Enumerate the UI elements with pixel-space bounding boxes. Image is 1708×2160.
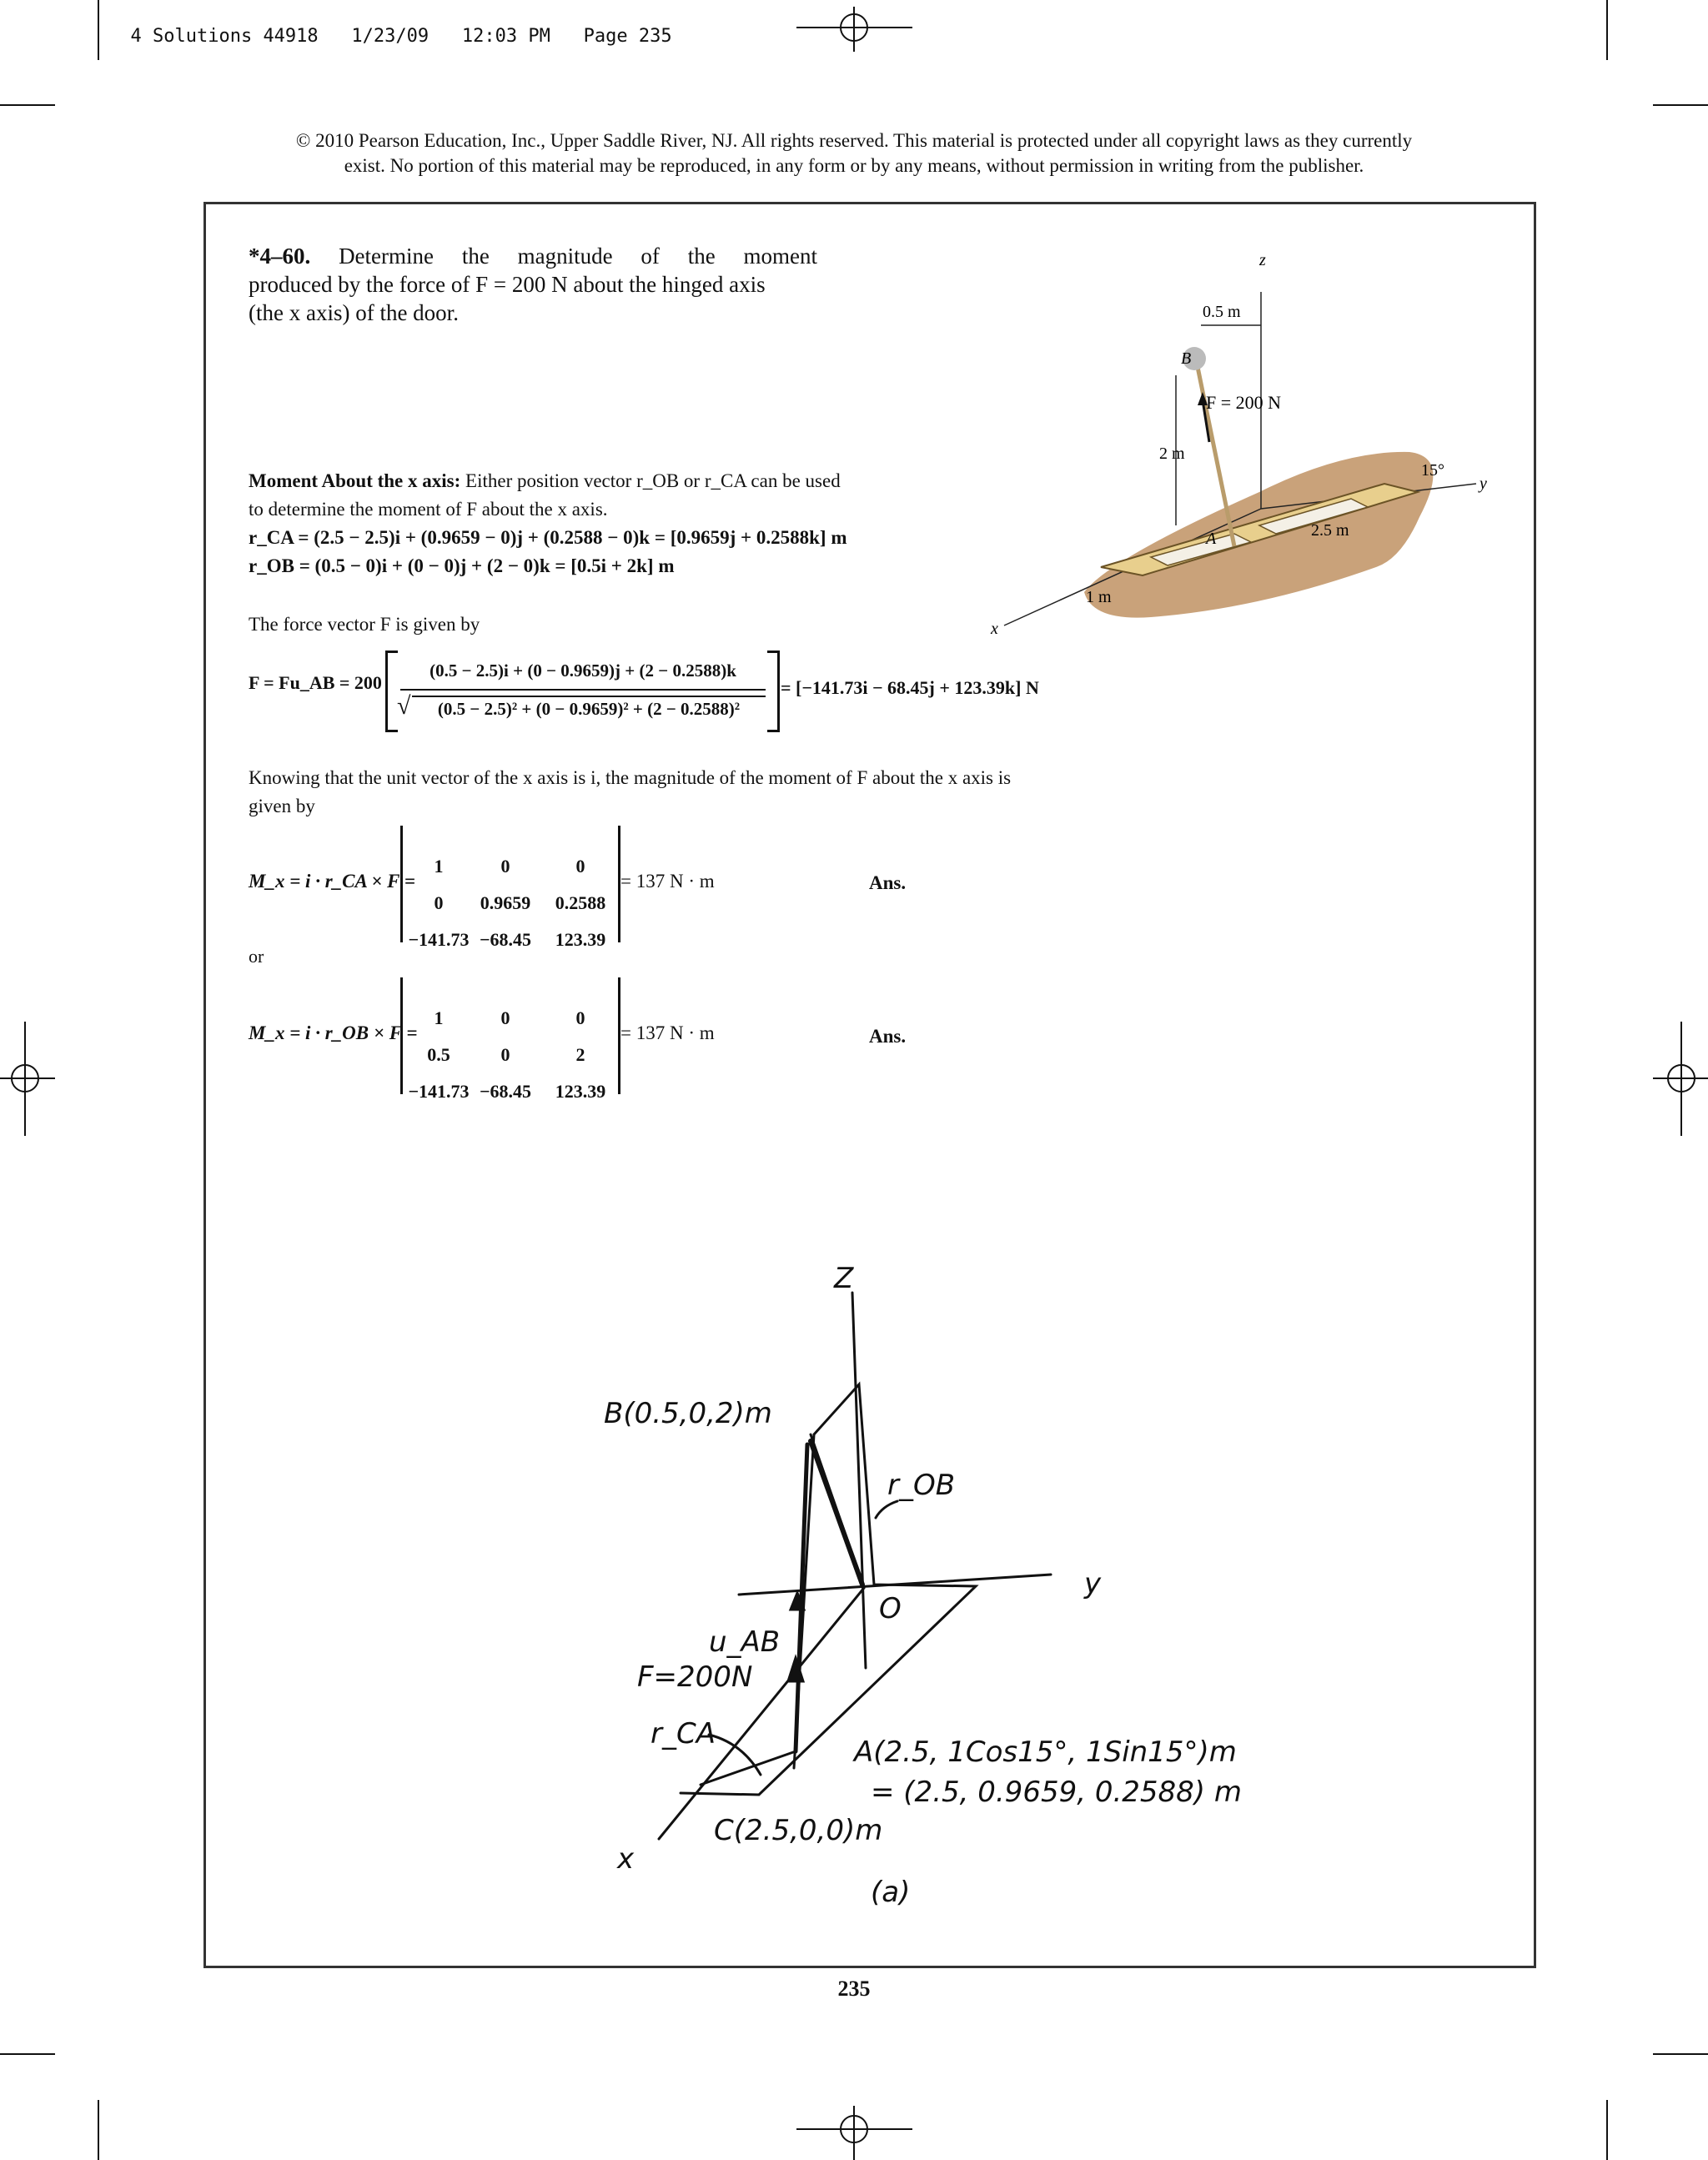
determinant-cell: 0 xyxy=(500,1007,510,1028)
problem-line-2: produced by the force of F = 200 N about the hinged axis xyxy=(249,272,766,297)
door-figure xyxy=(984,242,1501,642)
determinant-cell: 1 xyxy=(434,1007,444,1028)
sqrt-sign: √ xyxy=(397,692,411,720)
hand-sketch xyxy=(584,1251,1251,1918)
sketch-a-label-1: A(2.5, 1Cos15°, 1Sin15°)m xyxy=(854,1736,1237,1769)
slug-file: 4 Solutions 44918 xyxy=(130,26,319,47)
knowing-line-1: Knowing that the unit vector of the x axis is i, the magnitude of the moment of F about the x axis is xyxy=(249,767,1012,788)
determinant-cell: 0 xyxy=(575,856,585,877)
determinant-cell: 0.9659 xyxy=(480,892,531,913)
force-left-bracket xyxy=(385,651,398,732)
dim-2-label: 2 m xyxy=(1159,445,1185,463)
sketch-u-ab-label: u_AB xyxy=(709,1625,781,1659)
slug-date: 1/23/09 xyxy=(351,26,430,47)
force-label: F = 200 N xyxy=(1206,392,1282,413)
solution-heading: Moment About the x axis: xyxy=(249,470,461,491)
determinant-cell: −68.45 xyxy=(479,929,532,950)
sketch-z-label: Z xyxy=(834,1262,854,1295)
point-a-label: A xyxy=(1206,530,1217,548)
z-label: z xyxy=(1259,251,1266,269)
force-numerator: (0.5 − 2.5)i + (0 − 0.9659)j + (2 − 0.2588)k xyxy=(430,661,736,681)
mx2-result: = 137 N · m xyxy=(620,1022,715,1043)
sketch-o-label: O xyxy=(879,1592,902,1625)
determinant-cell: 0 xyxy=(575,1007,585,1028)
dim-1-label: 1 m xyxy=(1086,588,1112,606)
sketch-r-ob-label: r_OB xyxy=(887,1469,956,1502)
determinant-cell: −141.73 xyxy=(408,929,470,950)
determinant-cell: 0.2588 xyxy=(555,892,606,913)
force-fraction-bar xyxy=(400,689,766,691)
sketch-f-label: F=200N xyxy=(637,1660,753,1694)
problem-statement xyxy=(249,242,817,327)
or-label: or xyxy=(249,946,264,967)
determinant-cell: 1 xyxy=(434,856,444,877)
determinant-cell: 123.39 xyxy=(555,1081,606,1102)
knowing-line-2: given by xyxy=(249,796,315,816)
slug-time: 12:03 PM xyxy=(461,26,550,47)
mx1-lhs: M_x = i · r_CA × F = xyxy=(249,871,415,892)
sketch-caption: (a) xyxy=(871,1876,911,1909)
mx1-determinant xyxy=(400,826,620,942)
determinant-cell: 2 xyxy=(575,1044,585,1065)
sketch-x-label: x xyxy=(617,1842,635,1876)
problem-line-3: (the x axis) of the door. xyxy=(249,300,459,325)
knowing-text xyxy=(249,764,1011,821)
determinant-cell: 0 xyxy=(500,856,510,877)
solution-intro-1: Either position vector r_OB or r_CA can be used xyxy=(460,470,841,491)
r-ob-equation: r_OB = (0.5 − 0)i + (0 − 0)j + (2 − 0)k = [0.5i + 2k] m xyxy=(249,555,675,576)
sketch-y-label: y xyxy=(1084,1567,1102,1600)
force-right-bracket xyxy=(767,651,780,732)
determinant-cell: 0 xyxy=(500,1044,510,1065)
copyright-line-2: exist. No portion of this material may be reproduced, in any form or by any means, without permission in writing from the publisher. xyxy=(344,155,1364,176)
mx2-lhs: M_x = i · r_OB × F = xyxy=(249,1022,418,1043)
sketch-z-axis xyxy=(852,1293,866,1668)
page-number: 235 xyxy=(837,1977,871,2001)
copyright-notice xyxy=(167,128,1541,178)
sketch-c-label: C(2.5,0,0)m xyxy=(714,1814,883,1847)
copyright-line-1: © 2010 Pearson Education, Inc., Upper Saddle River, NJ. All rights reserved. This material is protected under all copyright laws as they currently xyxy=(295,130,1413,151)
determinant-cell: 0 xyxy=(434,892,444,913)
force-intro: The force vector F is given by xyxy=(249,614,480,635)
problem-number: *4–60. xyxy=(249,244,311,269)
solution-intro-2: to determine the moment of F about the x axis. xyxy=(249,499,608,520)
sketch-r-ca-label: r_CA xyxy=(651,1717,716,1751)
mx1-result: = 137 N · m xyxy=(620,871,715,892)
mx2-determinant xyxy=(400,977,620,1094)
angle-label: 15° xyxy=(1421,461,1444,480)
sqrt-bar xyxy=(412,696,766,697)
slug-page: Page 235 xyxy=(583,26,672,47)
ans-2: Ans. xyxy=(869,1026,907,1047)
ans-1: Ans. xyxy=(869,872,907,893)
determinant-cell: −68.45 xyxy=(479,1081,532,1102)
x-label: x xyxy=(991,620,998,638)
dim-25-label: 2.5 m xyxy=(1311,521,1349,540)
force-denominator: (0.5 − 2.5)² + (0 − 0.9659)² + (2 − 0.2588)² xyxy=(437,699,741,719)
y-label: y xyxy=(1479,475,1487,493)
determinant-cell: −141.73 xyxy=(408,1081,470,1102)
sketch-b-label: B(0.5,0,2)m xyxy=(604,1397,772,1430)
determinant-cell: 0.5 xyxy=(427,1044,450,1065)
force-result: = [−141.73i − 68.45j + 123.39k] N xyxy=(781,677,1039,698)
dim-05-label: 0.5 m xyxy=(1203,303,1241,321)
problem-line-1: Determine the magnitude of the moment xyxy=(339,244,817,269)
force-lhs: F = Fu_AB = 200 xyxy=(249,672,382,693)
r-ca-equation: r_CA = (2.5 − 2.5)i + (0.9659 − 0)j + (0.2588 − 0)k = [0.9659j + 0.2588k] m xyxy=(249,527,847,548)
slug-line xyxy=(108,5,672,47)
solution-intro xyxy=(249,467,846,580)
sketch-r-ob xyxy=(811,1441,862,1585)
sketch-a-label-2: = (2.5, 0.9659, 0.2588) m xyxy=(871,1776,1242,1809)
point-b-label: B xyxy=(1181,349,1192,368)
determinant-cell: 123.39 xyxy=(555,929,606,950)
